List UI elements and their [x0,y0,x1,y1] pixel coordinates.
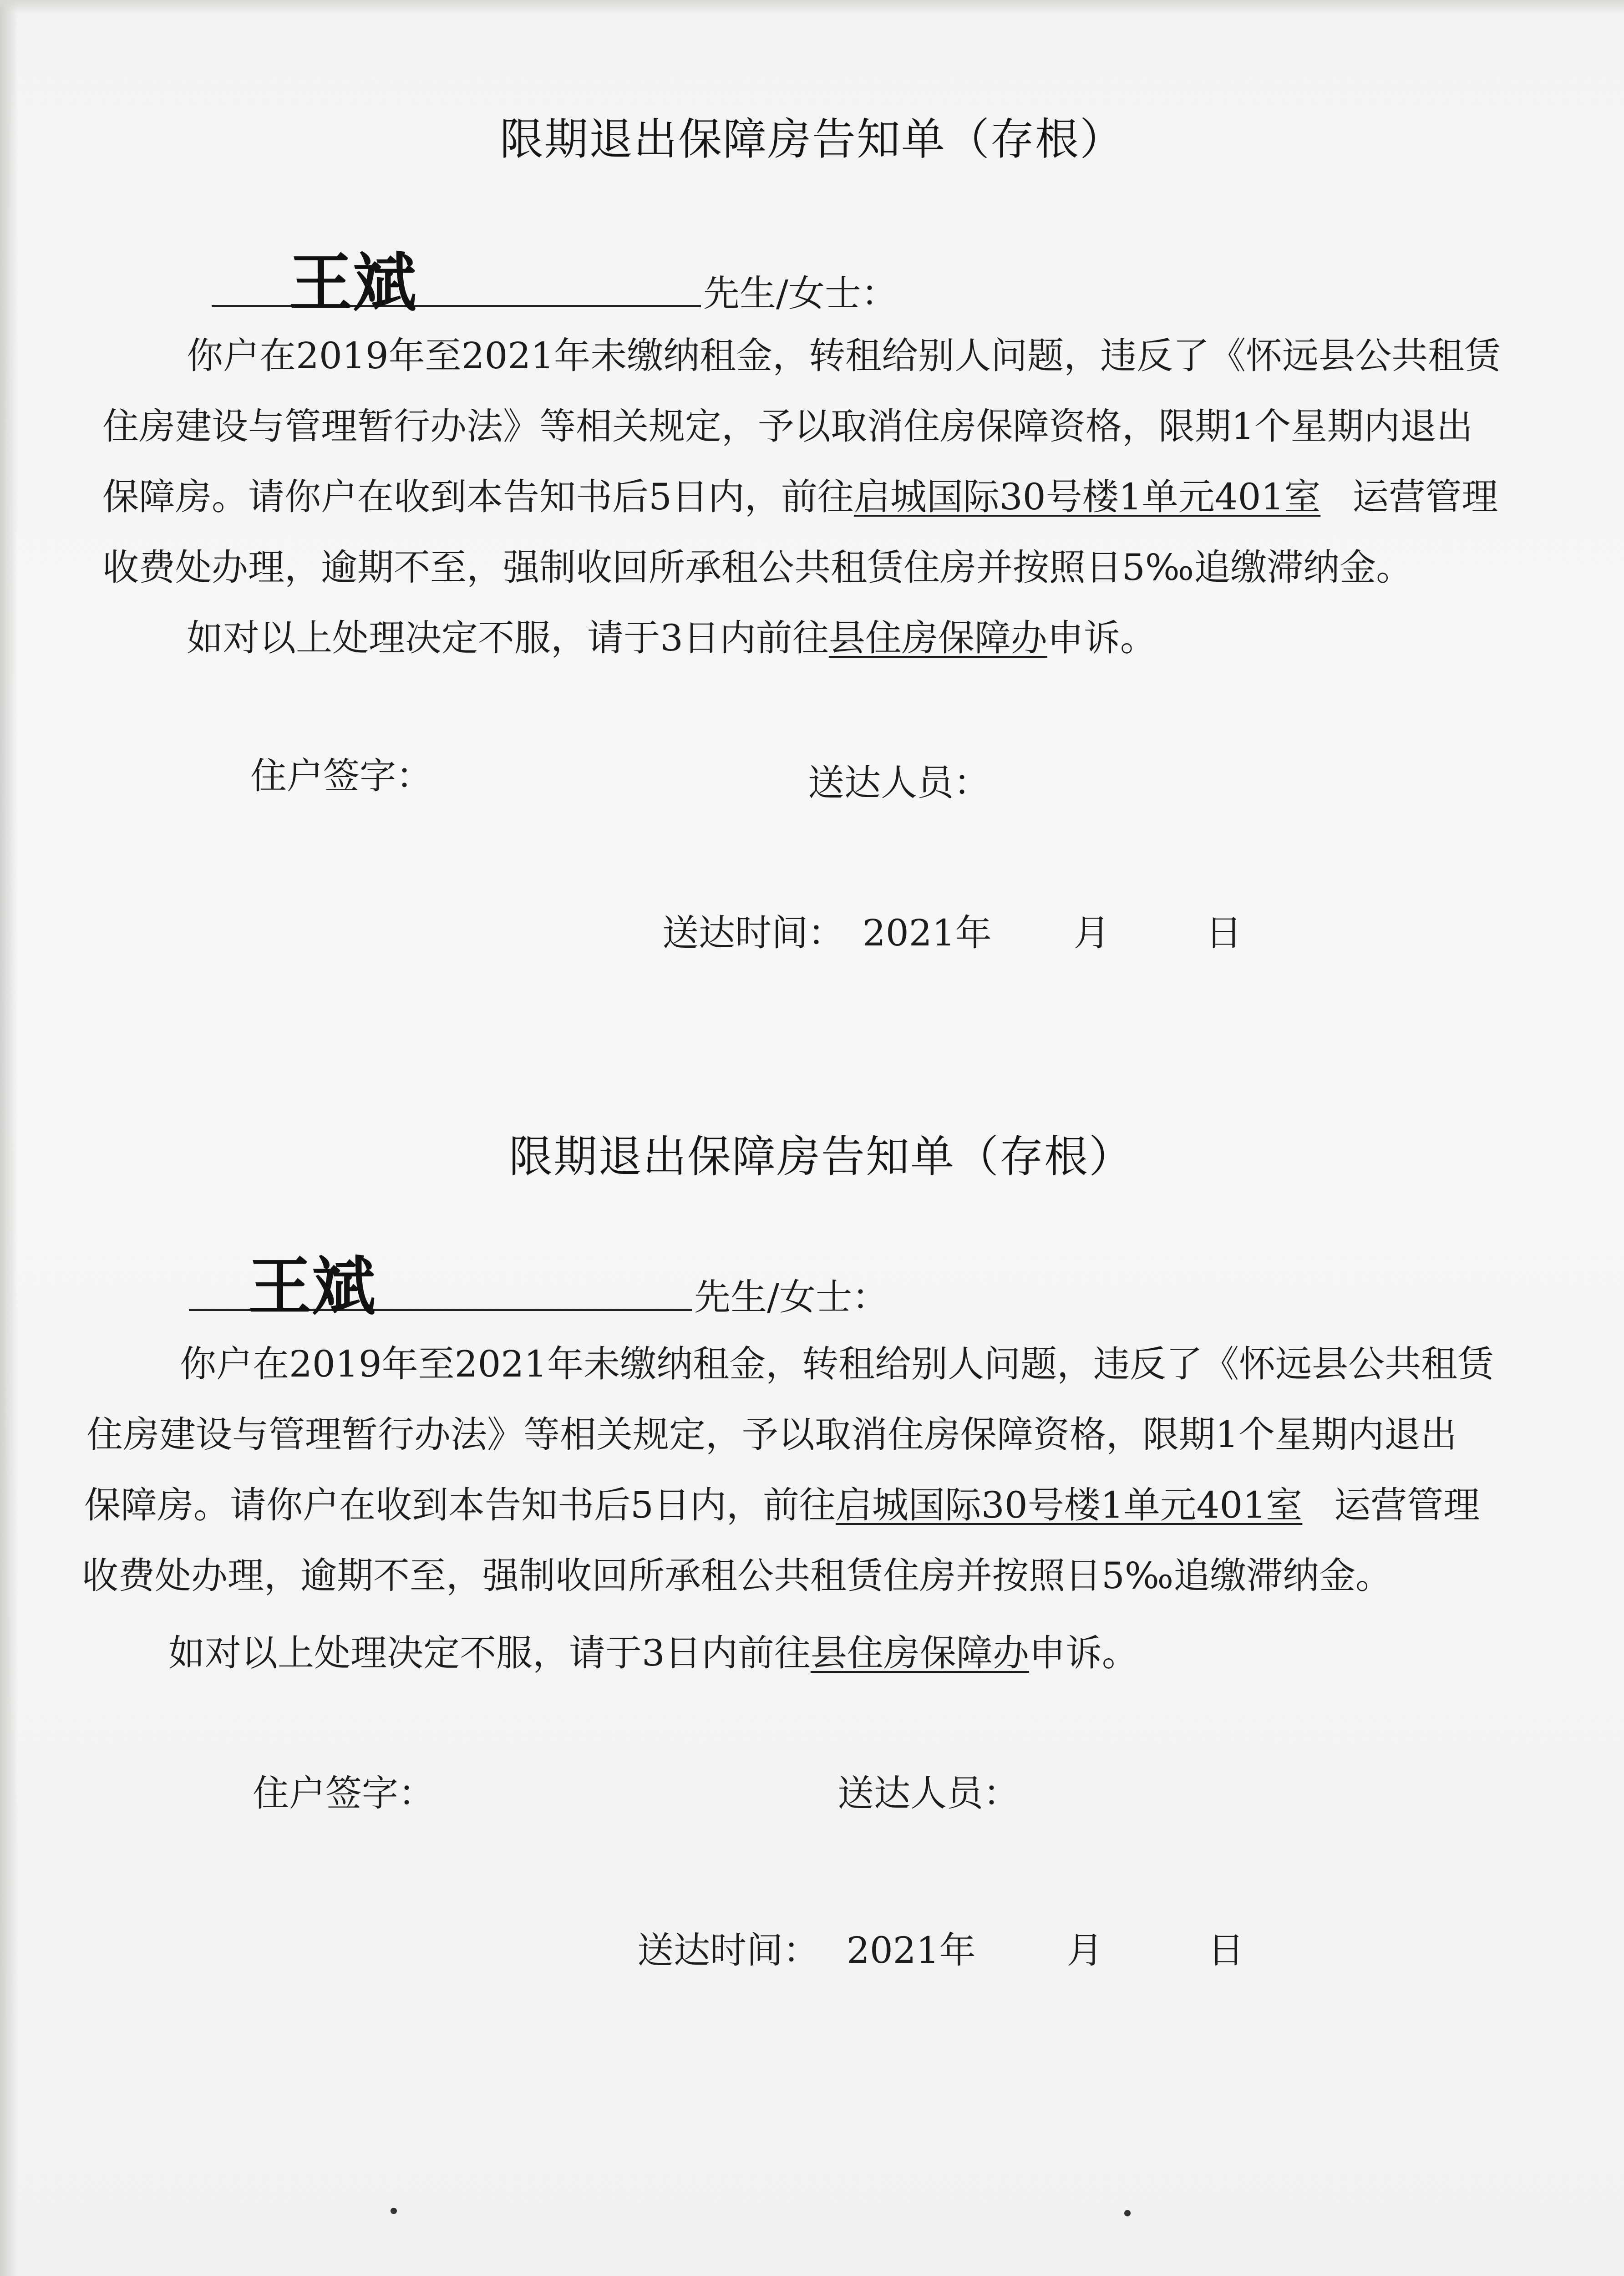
delivery-month: 月 [1073,912,1110,954]
appeal-office: 县住房保障办 [810,1632,1029,1674]
office-address: 启城国际30号楼1单元401室 [853,476,1321,518]
binding-hole-dot [1124,2210,1131,2216]
delivery-time-row [637,1921,1244,1973]
salutation: 先生/女士： [694,1276,888,1318]
notice-stub-2 [0,1011,1624,2194]
body-line-3: 保障房。请你户在收到本告知书后5日内，前往启城国际30号楼1单元401室 运营管理 [84,1484,1480,1526]
delivery-day: 日 [1208,1929,1244,1971]
body-line-4: 收费处办理，逾期不至，强制收回所承租公共租赁住房并按照日5‰追缴滞纳金。 [82,1555,1392,1597]
name-underline [212,237,701,307]
deliverer-label: 送达人员： [837,1772,1020,1814]
body-line-1: 你户在2019年至2021年未缴纳租金，转租给别人问题，违反了《怀远县公共租赁 [180,1343,1494,1385]
body-line-2: 住房建设与管理暂行办法》等相关规定，予以取消住房保障资格，限期1个星期内退出 [86,1413,1457,1456]
office-address: 启城国际30号楼1单元401室 [835,1484,1303,1526]
resident-signature-label: 住户签字： [250,755,432,797]
recipient-name: 王斌 [248,1250,376,1324]
delivery-year: 2021年 [863,912,992,954]
body-line-3: 保障房。请你户在收到本告知书后5日内，前往启城国际30号楼1单元401室 运营管理 [102,476,1498,518]
delivery-year: 2021年 [847,1929,976,1971]
body-line-2: 住房建设与管理暂行办法》等相关规定，予以取消住房保障资格，限期1个星期内退出 [102,405,1473,447]
appeal-line: 如对以上处理决定不服，请于3日内前往县住房保障办申诉。 [187,617,1157,659]
resident-signature-label: 住户签字： [253,1772,435,1814]
notice-title: 限期退出保障房告知单（存根） [500,114,1124,165]
delivery-time-label: 送达时间： [637,1929,819,1971]
appeal-office: 县住房保障办 [828,617,1047,659]
delivery-month: 月 [1066,1929,1103,1971]
appeal-line: 如对以上处理决定不服，请于3日内前往县住房保障办申诉。 [168,1632,1138,1674]
notice-title: 限期退出保障房告知单（存根） [509,1131,1133,1182]
delivery-day: 日 [1205,912,1242,954]
deliverer-label: 送达人员： [808,762,990,804]
recipient-name: 王斌 [289,246,417,320]
body-line-4: 收费处办理，逾期不至，强制收回所承租公共租赁住房并按照日5‰追缴滞纳金。 [102,546,1413,589]
delivery-time-row [662,904,1242,956]
body-line-1: 你户在2019年至2021年未缴纳租金，转租给别人问题，违反了《怀远县公共租赁 [187,335,1501,377]
salutation: 先生/女士： [703,272,898,315]
bleed-through-text [401,833,892,892]
binding-hole-dot [391,2208,397,2214]
delivery-time-label: 送达时间： [662,912,844,954]
